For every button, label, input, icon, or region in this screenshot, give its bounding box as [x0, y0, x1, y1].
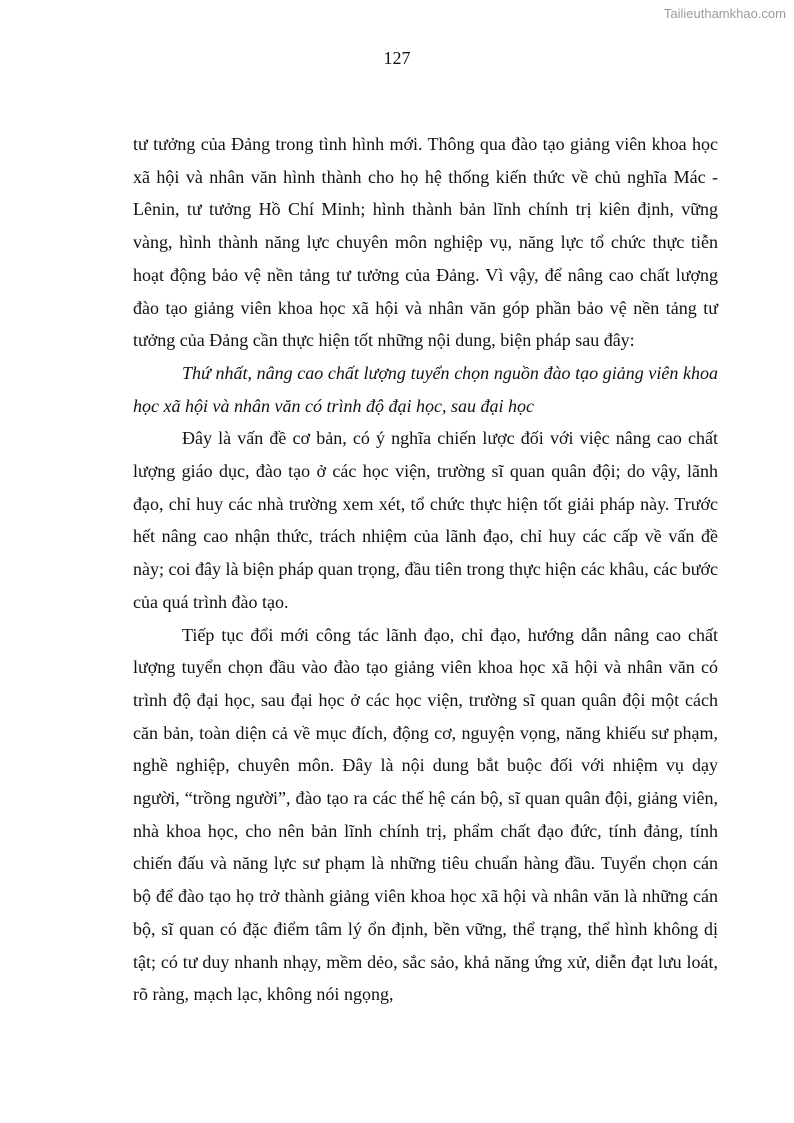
section-heading-italic: Thứ nhất, nâng cao chất lượng tuyển chọn nguồn đào tạo giảng viên khoa học xã hội và nhân văn có trình độ đại học, sau đại học — [133, 362, 718, 416]
paragraph: Tiếp tục đổi mới công tác lãnh đạo, chỉ đạo, hướng dẫn nâng cao chất lượng tuyển chọn đầu vào đào tạo giảng viên khoa học xã hội và nhân văn có trình độ đại học, sau đại học ở các học viện, trường sĩ quan quân đội một cách căn bản, toàn diện cả về mục đích, động cơ, nguyện vọng, năng khiếu sư phạm, nghề nghiệp, chuyên môn. Đây là nội dung bắt buộc đối với nhiệm vụ dạy người, “trồng người”, đào tạo ra các thế hệ cán bộ, sĩ quan quân đội, giảng viên, nhà khoa học, cho nên bản lĩnh chính trị, phẩm chất đạo đức, tính đảng, tính chiến đấu và năng lực sư phạm là những tiêu chuẩn hàng đầu. Tuyển chọn cán bộ để đào tạo họ trở thành giảng viên khoa học xã hội và nhân văn là những cán bộ, sĩ quan có đặc điểm tâm lý ổn định, bền vững, thể trạng, thể hình không dị tật; có tư duy nhanh nhạy, mềm dẻo, sắc sảo, khả năng ứng xử, diễn đạt lưu loát, rõ ràng, mạch lạc, không nói ngọng, — [133, 624, 718, 1005]
paragraph: Đây là vấn đề cơ bản, có ý nghĩa chiến lược đối với việc nâng cao chất lượng giáo dục, đào tạo ở các học viện, trường sĩ quan quân đội; do vậy, lãnh đạo, chỉ huy các nhà trường xem xét, tổ chức thực hiện tốt giải pháp này. Trước hết nâng cao nhận thức, trách nhiệm của lãnh đạo, chỉ huy các cấp về vấn đề này; coi đây là biện pháp quan trọng, đầu tiên trong thực hiện các khâu, các bước của quá trình đào tạo. — [133, 428, 718, 612]
page-number: 127 — [383, 48, 411, 68]
watermark-text: Tailieuthamkhao.com — [663, 6, 786, 21]
paragraph-continuation: tư tưởng của Đảng trong tình hình mới. Thông qua đào tạo giảng viên khoa học xã hội và nhân văn hình thành cho họ hệ thống kiến thức về chủ nghĩa Mác - Lênin, tư tưởng Hồ Chí Minh; hình thành bản lĩnh chính trị kiên định, vững vàng, hình thành năng lực chuyên môn nghiệp vụ, năng lực tổ chức thực tiễn hoạt động bảo vệ nền tảng tư tưởng của Đảng. Vì vậy, để nâng cao chất lượng đào tạo giảng viên khoa học xã hội và nhân văn góp phần bảo vệ nền tảng tư tưởng của Đảng cần thực hiện tốt những nội dung, biện pháp sau đây: — [133, 134, 718, 351]
document-body — [133, 128, 718, 1011]
